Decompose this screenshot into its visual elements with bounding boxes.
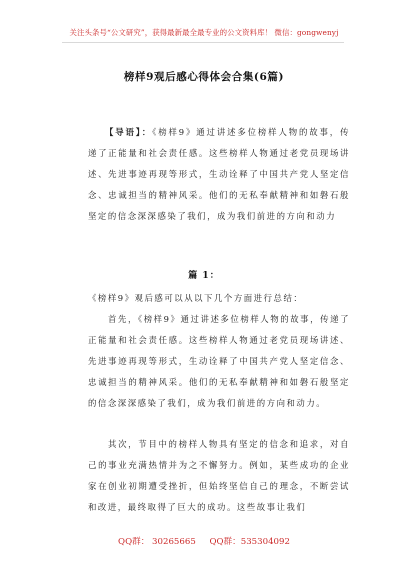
body-paragraph-3: 其次，节目中的榜样人物具有坚定的信念和追求，对自己的事业充满热情并为之不懈努力。例如，某些成功的企业家在创业初期遭受挫折，但始终坚信自己的理念，不断尝试和改进，最终取得了巨大的成功。这些故事让我们 [88,439,350,512]
header-promo-text: 关注头条号“公文研究”，获得最新最全最专业的公文资料库！ 微信：gongwenyj [69,28,339,37]
header-divider [62,42,344,43]
intro-body-text: 《榜样9》通过讲述多位榜样人物的故事，传递了正能量和社会责任感。这些榜样人物通过老党员现场讲述、先进事迹再现等形式，生动诠释了中国共产党人坚定信念、忠诚担当的精神风采。他们的无私奉献精神和如磐石般坚定的信念深深感染了我们，成为我们前进的方向和动力 [88,127,350,221]
body-paragraph-1: 《榜样9》观后感可以从以下几个方面进行总结： [88,293,304,303]
intro-lead-label: 【导语】： [105,127,153,137]
section-heading: 篇 1： [188,271,220,281]
footer-qq-groups: QQ群： 30265665 QQ群：535304092 [118,537,290,547]
intro-paragraph [88,122,350,227]
body-paragraph-2: 首先，《榜样9》通过讲述多位榜样人物的故事，传递了正能量和社会责任感。这些榜样人物通过老党员现场讲述、先进事迹再现等形式，生动诠释了中国共产党人坚定信念、忠诚担当的精神风采。他们的无私奉献精神和如磐石般坚定的信念深深感染了我们，成为我们前进的方向和动力。 [88,314,350,408]
document-title: 榜样9观后感心得体会合集(6篇) [123,71,285,83]
